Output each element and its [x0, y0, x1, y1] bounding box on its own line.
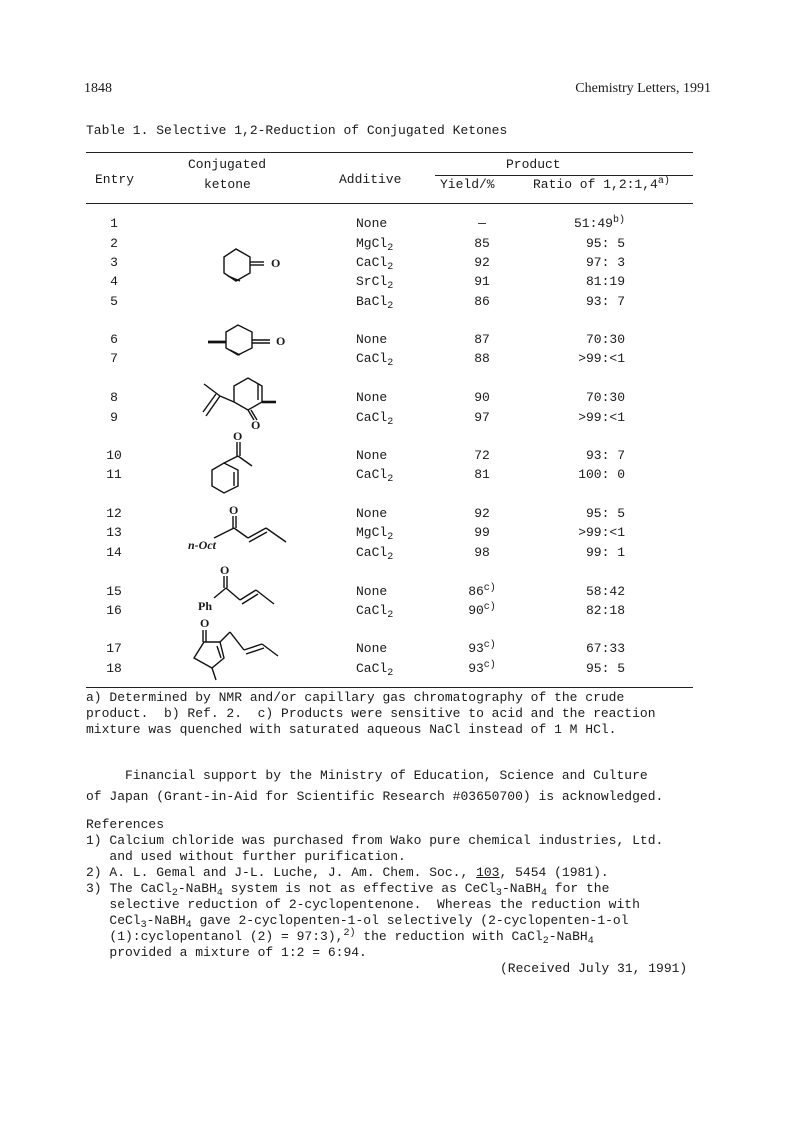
references	[86, 817, 663, 961]
table-cell-additive: CaCl$_2$	[356, 410, 394, 428]
table-cell-additive: SrCl$_2$	[356, 274, 394, 292]
table-cell-ratio: >99:<1	[578, 525, 625, 540]
references-heading: References	[86, 817, 165, 832]
structure-jasmone	[186, 616, 286, 684]
table-cell-yield: 97	[474, 410, 490, 425]
table-cell-entry: 17	[106, 641, 122, 656]
table-cell-ratio: 70:30	[585, 390, 625, 405]
table-cell-entry: 12	[106, 506, 122, 521]
footnote-line: mixture was quenched with saturated aqueous NaCl instead of 1 M HCl.	[86, 722, 617, 737]
table-cell-ratio: 97: 3	[585, 255, 625, 270]
reference-3-line-5: provided a mixture of 1:2 = 6:94.	[86, 945, 367, 960]
oxygen-label: O	[220, 563, 230, 577]
table-cell-yield: 93$^{c)}$	[468, 640, 496, 656]
table-cell-additive: None	[356, 390, 388, 405]
table-cell-yield: 81	[474, 467, 490, 482]
table-cell-additive: CaCl$_2$	[356, 351, 394, 369]
table-cell-additive: None	[356, 332, 388, 347]
reference-3-line-4: (1):cyclopentanol (2) = 97:3),$^{2)}$ the reduction with CaCl$_2$-NaBH$_4$	[86, 928, 594, 947]
table-cell-ratio: >99:<1	[578, 351, 625, 366]
volume: 103	[476, 865, 500, 880]
structure-methylcyclohexenone	[204, 322, 294, 366]
table-cell-entry: 15	[106, 584, 122, 599]
table-cell-ratio: 100: 0	[578, 467, 625, 482]
reference-3: 3) The CaCl$_2$-NaBH$_4$ system is not as effective as CeCl$_3$-NaBH$_4$ for the	[86, 881, 610, 899]
table-cell-entry: 4	[110, 274, 118, 289]
header-product: Product	[506, 157, 561, 172]
table-cell-entry: 2	[110, 236, 118, 251]
footnote-line: product. b) Ref. 2. c) Products were sensitive to acid and the reaction	[86, 706, 656, 721]
oxygen-label: O	[276, 334, 286, 348]
oxygen-label: O	[233, 429, 243, 443]
table-cell-ratio: 95: 5	[585, 506, 625, 521]
table-caption: Table 1. Selective 1,2-Reduction of Conjugated Ketones	[86, 123, 508, 138]
header-ketone-1: Conjugated	[188, 157, 267, 172]
table-cell-yield: 72	[474, 448, 490, 463]
phenyl-label: Ph	[198, 599, 213, 613]
header-additive: Additive	[339, 172, 402, 187]
structure-octyl-enone	[186, 503, 296, 552]
structure-cyclohexenone	[214, 240, 294, 290]
structure-phenyl-enone	[196, 563, 286, 613]
table-cell-yield: 99	[474, 525, 490, 540]
table-cell-yield: 87	[474, 332, 490, 347]
table-cell-entry: 18	[106, 661, 122, 676]
page-number: 1848	[84, 81, 112, 96]
table-cell-additive: None	[356, 216, 388, 231]
reference-2: 2) A. L. Gemal and J-L. Luche, J. Am. Chem. Soc., 103, 5454 (1981).	[86, 865, 609, 880]
table-cell-additive: MgCl$_2$	[356, 236, 394, 254]
table-bottom-rule	[86, 687, 693, 688]
table-cell-yield: 85	[474, 236, 490, 251]
table-cell-ratio: 58:42	[585, 584, 625, 599]
table-cell-yield: 98	[474, 545, 490, 560]
table-cell-ratio: 82:18	[585, 603, 625, 618]
table-cell-yield: 92	[474, 255, 490, 270]
oxygen-label: O	[200, 616, 210, 630]
table-cell-yield: 86$^{c)}$	[468, 583, 496, 599]
table-cell-additive: None	[356, 448, 388, 463]
table-cell-ratio: 99: 1	[585, 545, 625, 560]
table-cell-ratio: 93: 7	[585, 294, 625, 309]
header-bottom-rule	[86, 203, 693, 204]
oxygen-label: O	[271, 256, 281, 270]
n-octyl-label: n-Oct	[188, 538, 216, 552]
table-cell-ratio: 70:30	[585, 332, 625, 347]
table-top-rule	[86, 152, 693, 153]
header-ratio	[533, 177, 670, 192]
table-cell-entry: 3	[110, 255, 118, 270]
table-cell-entry: 6	[110, 332, 118, 347]
table-cell-additive: CaCl$_2$	[356, 545, 394, 563]
table-cell-ratio: 51:49$^{b)}$	[573, 215, 625, 231]
table-cell-yield: —	[478, 216, 486, 231]
table-cell-ratio: >99:<1	[578, 410, 625, 425]
table-cell-entry: 16	[106, 603, 122, 618]
table-cell-entry: 5	[110, 294, 118, 309]
journal-title: Chemistry Letters, 1991	[575, 81, 711, 96]
table-cell-yield: 91	[474, 274, 490, 289]
table-cell-entry: 7	[110, 351, 118, 366]
table-cell-yield: 93$^{c)}$	[468, 660, 496, 676]
table-footnotes	[86, 690, 656, 738]
header-ratio-note: a)	[657, 176, 670, 187]
table-cell-entry: 11	[106, 467, 122, 482]
reference-3-line-2: selective reduction of 2-cyclopentenone. Whereas the reduction with	[86, 897, 640, 912]
table-cell-additive: None	[356, 584, 388, 599]
table-cell-entry: 8	[110, 390, 118, 405]
product-rule	[435, 175, 693, 176]
structure-carvone	[196, 372, 296, 432]
table-cell-entry: 9	[110, 410, 118, 425]
table-cell-ratio: 81:19	[585, 274, 625, 289]
table-cell-additive: CaCl$_2$	[356, 255, 394, 273]
table-cell-additive: None	[356, 641, 388, 656]
table-cell-additive: None	[356, 506, 388, 521]
reference-3-line-3: CeCl$_3$-NaBH$_4$ gave 2-cyclopenten-1-ol selectively (2-cyclopenten-1-ol	[86, 913, 629, 931]
table-cell-entry: 10	[106, 448, 122, 463]
table-cell-entry: 13	[106, 525, 122, 540]
table-cell-entry: 1	[110, 216, 118, 231]
table-cell-yield: 88	[474, 351, 490, 366]
oxygen-label: O	[251, 418, 261, 432]
structure-acetylcyclohexene	[200, 429, 290, 500]
reference-1: 1) Calcium chloride was purchased from Wako pure chemical industries, Ltd.	[86, 833, 664, 848]
header-ketone-2: ketone	[204, 177, 251, 192]
table-cell-additive: BaCl$_2$	[356, 294, 394, 312]
table-cell-additive: CaCl$_2$	[356, 467, 394, 485]
ack-line: Financial support by the Ministry of Education, Science and Culture	[86, 768, 648, 783]
table-cell-ratio: 67:33	[585, 641, 625, 656]
received-date: (Received July 31, 1991)	[500, 961, 688, 976]
table-cell-ratio: 95: 5	[585, 661, 625, 676]
header-entry: Entry	[95, 172, 135, 187]
oxygen-label: O	[229, 503, 239, 517]
table-cell-yield: 90	[474, 390, 490, 405]
header-yield: Yield/%	[440, 177, 495, 192]
table-cell-yield: 90$^{c)}$	[468, 602, 496, 618]
footnote-line: a) Determined by NMR and/or capillary gas chromatography of the crude	[86, 690, 625, 705]
table-cell-yield: 92	[474, 506, 490, 521]
table-cell-yield: 86	[474, 294, 490, 309]
reference-1-cont: and used without further purification.	[86, 849, 406, 864]
table-cell-additive: CaCl$_2$	[356, 661, 394, 679]
ack-line: of Japan (Grant-in-Aid for Scientific Research #03650700) is acknowledged.	[86, 789, 664, 804]
table-cell-entry: 14	[106, 545, 122, 560]
acknowledgment	[86, 765, 663, 807]
table-cell-ratio: 93: 7	[585, 448, 625, 463]
table-cell-additive: MgCl$_2$	[356, 525, 394, 543]
table-cell-ratio: 95: 5	[585, 236, 625, 251]
table-cell-additive: CaCl$_2$	[356, 603, 394, 621]
header-ratio-label: Ratio of 1,2:1,4	[533, 177, 658, 192]
